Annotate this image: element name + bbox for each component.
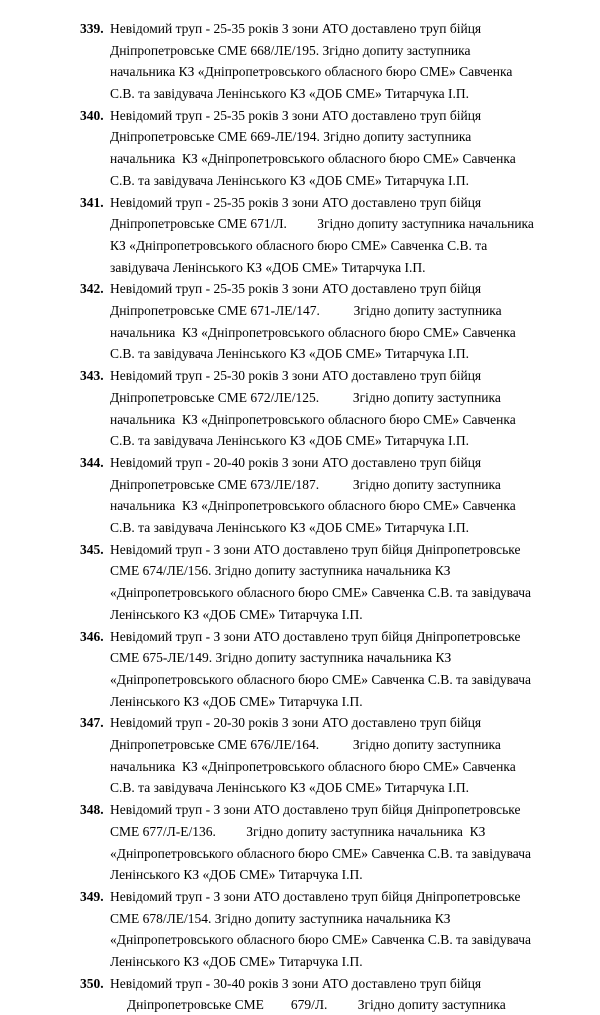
entry-text-line: Дніпропетровське СМЕ 671-ЛЕ/147. Згідно допиту заступника [110, 303, 502, 319]
entry-text-line: начальника КЗ «Дніпропетровського обласного бюро СМЕ» Савченка [110, 64, 513, 80]
entry-number: 350. [80, 975, 104, 991]
entry-text-line: С.В. та завідувача Ленінського КЗ «ДОБ СМЕ» Титарчука І.П. [110, 780, 470, 796]
entry-text-line: СМЕ 674/ЛЕ/156. Згідно допиту заступника начальника КЗ [110, 563, 451, 579]
entry-text-line: начальника КЗ «Дніпропетровського обласного бюро СМЕ» Савченка [110, 758, 516, 774]
entry-text-line: СМЕ 675-ЛЕ/149. Згідно допиту заступника начальника КЗ [110, 650, 452, 666]
entry-text-line: Невідомий труп - 25-30 років З зони АТО доставлено труп бійця [110, 368, 482, 384]
entry-text-line: «Дніпропетровського обласного бюро СМЕ» Савченка С.В. та завідувача [110, 585, 531, 601]
entry-text-line: Невідомий труп - 20-30 років З зони АТО доставлено труп бійця [110, 715, 482, 731]
entry-number: 341. [80, 194, 104, 210]
entry-text-line: «Дніпропетровського обласного бюро СМЕ» Савченка С.В. та завідувача [110, 671, 531, 687]
entry-text-line: Дніпропетровське СМЕ 671/Л. Згідно допиту заступника начальника [110, 216, 534, 232]
entry-text-line: С.В. та завідувача Ленінського КЗ «ДОБ СМЕ» Титарчука І.П. [110, 520, 470, 536]
entry-text-line: начальника КЗ «Дніпропетровського обласного бюро СМЕ» Савченка [110, 324, 516, 340]
entry-number: 349. [80, 889, 104, 904]
entry-text-line: С.В. та завідувача Ленінського КЗ «ДОБ СМЕ» Титарчука І.П. [110, 86, 470, 102]
entry-text-line: Дніпропетровське СМЕ 669-ЛЕ/194. Згідно допиту заступника [110, 129, 472, 145]
entry-text-line: Невідомий труп - 20-40 років З зони АТО доставлено труп бійця [110, 455, 482, 470]
entry-text-line: Невідомий труп - 25-35 років З зони АТО доставлено труп бійця [110, 281, 482, 297]
entry-text-line: Невідомий труп - З зони АТО доставлено труп бійця Дніпропетровське [110, 541, 521, 557]
entry-text-line: начальника КЗ «Дніпропетровського обласного бюро СМЕ» Савченка [110, 498, 516, 514]
entry-text-line: Дніпропетровське СМЕ 676/ЛЕ/164. Згідно допиту заступника [110, 737, 501, 753]
entry-text-line: СМЕ 677/Л-Е/136. Згідно допиту заступника начальника КЗ [110, 823, 486, 839]
entry-text-line: Ленінського КЗ «ДОБ СМЕ» Титарчука І.П. [110, 954, 363, 970]
entry-text-line: начальника КЗ «Дніпропетровського обласного бюро СМЕ» Савченка [110, 411, 516, 427]
entry-text-line: Дніпропетровське СМЕ 673/ЛЕ/187. Згідно допиту заступника [110, 476, 501, 492]
entry-number: 346. [80, 628, 104, 644]
entry-number: 347. [80, 715, 104, 731]
entry-number: 348. [80, 802, 104, 818]
entry-text-line: Невідомий труп - 30-40 років З зони АТО доставлено труп бійця [110, 975, 482, 991]
entry-text-line: Невідомий труп - 25-35 років З зони АТО доставлено труп бійця [110, 21, 482, 36]
entry-number: 342. [80, 281, 104, 297]
entry-text-line: Дніпропетровське СМЕ 679/Л. Згідно допиту заступника [110, 997, 506, 1013]
entry-text-line: завідувача Ленінського КЗ «ДОБ СМЕ» Титарчука І.П. [110, 259, 426, 275]
entry-number: 344. [80, 455, 104, 470]
entry-text-line: С.В. та завідувача Ленінського КЗ «ДОБ СМЕ» Титарчука І.П. [110, 346, 470, 362]
entry-text-line: Невідомий труп - З зони АТО доставлено труп бійця Дніпропетровське [110, 889, 521, 904]
entry-text-line: Невідомий труп - 25-35 років З зони АТО доставлено труп бійця [110, 107, 482, 123]
entry-text-line: Ленінського КЗ «ДОБ СМЕ» Титарчука І.П. [110, 606, 363, 622]
entry-number: 345. [80, 541, 104, 557]
entry-number: 343. [80, 368, 104, 384]
entry-number: 339. [80, 21, 104, 36]
entry-text-line: Дніпропетровське СМЕ 672/ЛЕ/125. Згідно допиту заступника [110, 389, 501, 405]
entry-text-line: начальника КЗ «Дніпропетровського обласного бюро СМЕ» Савченка [110, 151, 516, 167]
entry-text-line: КЗ «Дніпропетровського обласного бюро СМЕ» Савченка С.В. та [110, 237, 488, 253]
entry-number: 340. [80, 107, 104, 123]
entry-text-line: Ленінського КЗ «ДОБ СМЕ» Титарчука І.П. [110, 693, 363, 709]
entry-text-line: Невідомий труп - 25-35 років З зони АТО доставлено труп бійця [110, 194, 482, 210]
entry-text-line: Ленінського КЗ «ДОБ СМЕ» Титарчука І.П. [110, 867, 363, 883]
entry-text-line: Дніпропетровське СМЕ 668/ЛЕ/195. Згідно допиту заступника [110, 42, 471, 58]
entry-text-line: СМЕ 678/ЛЕ/154. Згідно допиту заступника начальника КЗ [110, 910, 451, 926]
entry-text-line: «Дніпропетровського обласного бюро СМЕ» Савченка С.В. та завідувача [110, 932, 531, 948]
entry-text-line: С.В. та завідувача Ленінського КЗ «ДОБ СМЕ» Титарчука І.П. [110, 172, 470, 188]
entry-text-line: «Дніпропетровського обласного бюро СМЕ» Савченка С.В. та завідувача [110, 845, 531, 861]
entry-text-line: Невідомий труп - З зони АТО доставлено труп бійця Дніпропетровське [110, 802, 521, 818]
entry-text-line: Невідомий труп - З зони АТО доставлено труп бійця Дніпропетровське [110, 628, 521, 644]
entry-text-line: С.В. та завідувача Ленінського КЗ «ДОБ СМЕ» Титарчука І.П. [110, 433, 470, 449]
